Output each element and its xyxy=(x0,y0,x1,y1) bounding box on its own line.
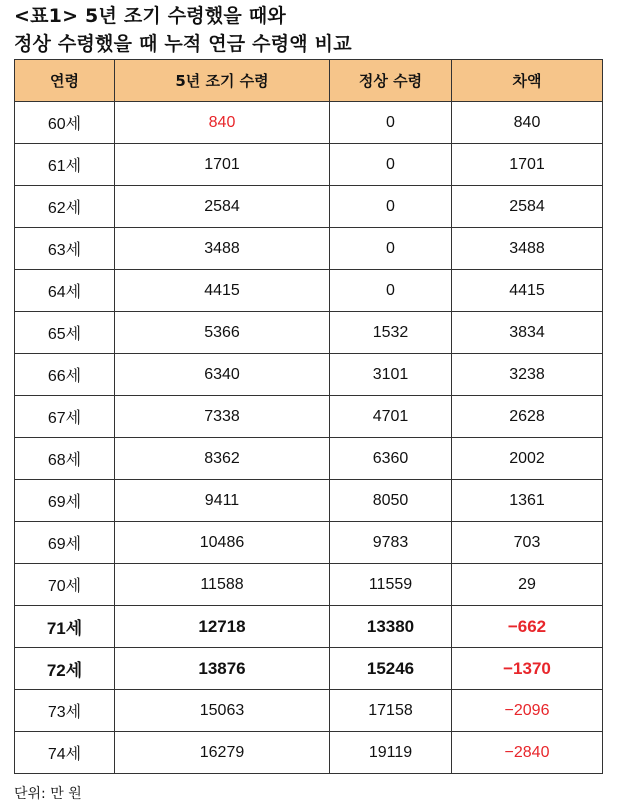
header-early: 5년 조기 수령 xyxy=(115,60,330,102)
cell-normal: 17158 xyxy=(330,690,452,732)
cell-age: 71세 xyxy=(15,606,115,648)
cell-early: 9411 xyxy=(115,480,330,522)
cell-diff: 2628 xyxy=(452,396,603,438)
cell-age: 64세 xyxy=(15,270,115,312)
title-line-1: <표1> 5년 조기 수령했을 때와 xyxy=(14,5,286,27)
table-row xyxy=(15,228,603,270)
cell-diff: 2584 xyxy=(452,186,603,228)
cell-age: 60세 xyxy=(15,102,115,144)
cell-normal: 13380 xyxy=(330,606,452,648)
cell-age: 72세 xyxy=(15,648,115,690)
table-row xyxy=(15,102,603,144)
cell-early: 5366 xyxy=(115,312,330,354)
table-row xyxy=(15,270,603,312)
cell-normal: 15246 xyxy=(330,648,452,690)
header-diff: 차액 xyxy=(452,60,603,102)
cell-diff: −1370 xyxy=(452,648,603,690)
cell-diff: 3488 xyxy=(452,228,603,270)
cell-diff: 703 xyxy=(452,522,603,564)
table-header-row xyxy=(15,60,603,102)
table-row xyxy=(15,564,603,606)
cell-age: 63세 xyxy=(15,228,115,270)
cell-normal: 8050 xyxy=(330,480,452,522)
table-row xyxy=(15,144,603,186)
cell-diff: 840 xyxy=(452,102,603,144)
table-row xyxy=(15,732,603,774)
cell-normal: 4701 xyxy=(330,396,452,438)
cell-diff: 1361 xyxy=(452,480,603,522)
cell-normal: 0 xyxy=(330,186,452,228)
header-age: 연령 xyxy=(15,60,115,102)
cell-normal: 6360 xyxy=(330,438,452,480)
header-normal: 정상 수령 xyxy=(330,60,452,102)
cell-age: 65세 xyxy=(15,312,115,354)
unit-note: 단위: 만 원 xyxy=(14,786,82,802)
table-row xyxy=(15,396,603,438)
table-row xyxy=(15,186,603,228)
cell-early: 13876 xyxy=(115,648,330,690)
cell-age: 70세 xyxy=(15,564,115,606)
table-row xyxy=(15,522,603,564)
cell-early: 12718 xyxy=(115,606,330,648)
cell-early: 7338 xyxy=(115,396,330,438)
cell-normal: 19119 xyxy=(330,732,452,774)
cell-diff: 3238 xyxy=(452,354,603,396)
table-title xyxy=(14,2,609,58)
cell-normal: 0 xyxy=(330,228,452,270)
cell-early: 6340 xyxy=(115,354,330,396)
cell-early: 16279 xyxy=(115,732,330,774)
cell-diff: −2840 xyxy=(452,732,603,774)
table-row xyxy=(15,606,603,648)
cell-age: 69세 xyxy=(15,522,115,564)
cell-diff: −662 xyxy=(452,606,603,648)
cell-diff: 1701 xyxy=(452,144,603,186)
cell-early: 4415 xyxy=(115,270,330,312)
cell-age: 62세 xyxy=(15,186,115,228)
cell-age: 74세 xyxy=(15,732,115,774)
cell-diff: 3834 xyxy=(452,312,603,354)
table-row xyxy=(15,354,603,396)
cell-early: 1701 xyxy=(115,144,330,186)
cell-early: 11588 xyxy=(115,564,330,606)
cell-early: 15063 xyxy=(115,690,330,732)
cell-diff: 4415 xyxy=(452,270,603,312)
cell-normal: 1532 xyxy=(330,312,452,354)
cell-age: 61세 xyxy=(15,144,115,186)
cell-age: 73세 xyxy=(15,690,115,732)
cell-early: 840 xyxy=(115,102,330,144)
cell-early: 8362 xyxy=(115,438,330,480)
table-row xyxy=(15,312,603,354)
cell-age: 67세 xyxy=(15,396,115,438)
cell-diff: 2002 xyxy=(452,438,603,480)
cell-age: 68세 xyxy=(15,438,115,480)
title-line-2: 정상 수령했을 때 누적 연금 수령액 비교 xyxy=(14,33,352,55)
cell-early: 2584 xyxy=(115,186,330,228)
cell-early: 3488 xyxy=(115,228,330,270)
table-row xyxy=(15,480,603,522)
cell-normal: 0 xyxy=(330,144,452,186)
cell-early: 10486 xyxy=(115,522,330,564)
table-row xyxy=(15,690,603,732)
pension-comparison-table xyxy=(14,59,603,774)
cell-diff: −2096 xyxy=(452,690,603,732)
cell-age: 66세 xyxy=(15,354,115,396)
cell-normal: 3101 xyxy=(330,354,452,396)
cell-normal: 0 xyxy=(330,102,452,144)
cell-diff: 29 xyxy=(452,564,603,606)
cell-normal: 11559 xyxy=(330,564,452,606)
cell-normal: 0 xyxy=(330,270,452,312)
cell-normal: 9783 xyxy=(330,522,452,564)
table-row xyxy=(15,438,603,480)
cell-age: 69세 xyxy=(15,480,115,522)
table-row xyxy=(15,648,603,690)
